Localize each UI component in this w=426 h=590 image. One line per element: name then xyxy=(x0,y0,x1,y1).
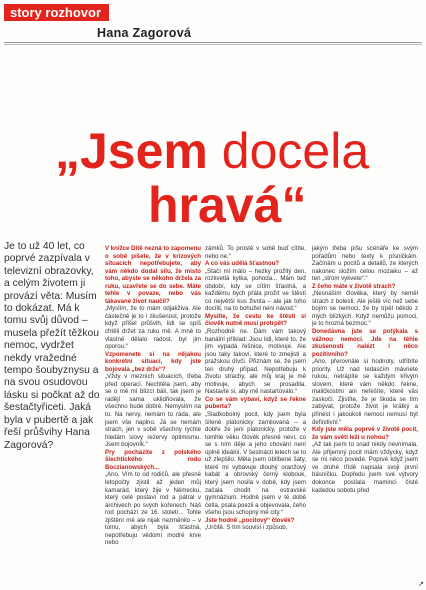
interview-answer: „Sladkobolný pocit, kdy jsem byla šílené platonicky zamilovaná – a dobře že jeni platonicky, protože v tomhle věku člověk přesně neví, co se s ním děje a jeho chování není úplně ideální. V šestnácti letech se to už zlepšilo. Měla jsem oblíbené šaty, které mi vybavuje dlouhý oranžový kabát a obrovský černý klobouk, který jsem nosila v době, kdy jsem začala chodit na ostravské gymnázium. Hodně jsem v té době četla, psala poezii a objevovala, čeho všeho jsou schopný mé city.“ xyxy=(205,411,306,517)
interview-answer: „Určitě. S tím souvisí i způsob, xyxy=(205,524,288,532)
article-column-3 xyxy=(312,245,418,494)
headline-line-1 xyxy=(55,123,370,179)
interview-answer: „Ano, přerovnále si hodnoty, utříbíte priority. Už nad ledasčím mávnete rukou, netrápíte se každým křivým slovem, které vám někdo řekne, maličkostmi ani neřešíte, které vás zaskočí. Zjistíte, že je škoda se tím zabývat, protože život je krátký a přinést i jakoukoli nemoci nemusí být definitivní.“ xyxy=(312,358,418,426)
interview-question: Donedávna jste se potýkala s vážnou nemocí. Jde na téhle zkušenosti nalézt i něco pozitivního? xyxy=(312,328,418,358)
interview-question: A co vás udělá šťastnou? xyxy=(205,260,280,268)
lead-paragraph: Je to už 40 let, co poprvé zazpívala v televizní obrazovky, a celým životem ji provází věta: Musím to dokázat. Má k tomu svůj důvod – musela přežít těžkou nemoc, vydržet nekdy vražedné tempo šoubyznysu a na svou osudovou lásku si počkat až do šestačtyřiceti. Jaká byla v pubertě a jak řeší průšvihy Hana Zagorová? xyxy=(4,241,100,451)
interview-answer: „Nesnáším člověka, který by neměl strach z bolesti. Ale ještě víc než sebe bojím se nemoci, že by trpěl někdo z mých blízkých. Když nemůžu pomoci, je to hrozná bezmoc.“ xyxy=(312,290,418,328)
author-name: Hana Zagorová xyxy=(97,26,192,40)
interview-answer: „Myslím, že to mám odjakživa. Ale částečně je to i zkušenost, protože když přišel průšvih, lidi se spíš chtěli držet za ruku mě. A mně to vlastně dělalo radost, byl jim oporou.“ xyxy=(105,305,201,351)
interview-answer: zámků. To prostě v sobě buď cítíte, nebo ne.“ xyxy=(205,245,306,260)
interview-question: Vzpomenete si na nějakou konkrétní situaci, kdy jste bojovala „bez drže“? xyxy=(105,350,201,373)
interview-answer: „Rozhodně ne. Dám vám takový banální příklad: Jsou lidi, které to, že jim vypadá řešnice, motivuje. Ale jsou taky takoví, které to zmejistí a pražskou dívčí. Přiznám se, že jsem ten druhý případ. Nepotřebuju k životu strachy, ale můj kraj je mě motivuje, abych se prosadila. Nastavte si, aby mě nastartovalo.“ xyxy=(205,328,306,396)
interview-question: Z čeho máte v životě strach? xyxy=(312,282,396,290)
header-rule xyxy=(4,42,422,43)
headline-word-docela: docela xyxy=(221,123,370,179)
interview-question: Pry pocházíte z polského šlechtického rodu Boczianowských... xyxy=(105,448,201,471)
interview-question: V knížce Dítě nezná to zapomenu o sobě píšete, že v krizových situacích nepotřebujete, aby vám někdo dodal sílu, že místo toho, abyste se někoho držela za ruku, uzavřete se do sebe. Máte tehle v povaze, nebo vás tákavané život naučil? xyxy=(105,245,201,305)
interview-answer: „Až tak jsem to snad nikdy nevnímala. Ale příjemný pocit mám vždycky, když se mi něco povede. Poprvé když jsem ve druhé třídě napsala svoji první básničku. Dopředu jsem své výtvory dokonce posílala maminci čisté kadedou sobotu před xyxy=(312,441,418,494)
interview-question: Kdy jste měla poprvé v životě pocit, že vám světí leží u nohou? xyxy=(312,426,418,441)
page-mark-icon: ↗ xyxy=(418,581,424,588)
headline-open-quote: „ xyxy=(55,123,80,179)
header-rule-secondary xyxy=(4,44,422,45)
article-column-2 xyxy=(205,245,306,532)
headline-line-2 xyxy=(148,177,307,233)
interview-question: Co se vám vybaví, když se řekne puberta? xyxy=(205,395,306,411)
interview-answer: „Stačí mi málo – hezky prožitý den, rozkvetlá kytka, pohoda... Mám teď období, kdy se cítím šťastná, a každému bych přála prožít ve štěstí co největší kus života – ale jak toho docílit, na to bohužel není návod.“ xyxy=(205,267,306,313)
headline-word-jsem: Jsem xyxy=(80,123,208,179)
interview-answer: „Vždy v mezních situacích, třeba před operací. Nechtěla jsem, aby se o mě mí blízcí báli, tak jsem je radějí sama uklidňovala, že všechno bude dobré. Nemyslím na to. Na nervy, nemám to ráda, ale jsem vše naplno. Já se nemám strach, jen v sobě všechny rychle hledám slovy rezervy optimismu. Jsem bojovník.“ xyxy=(105,373,201,449)
interview-question: Jste hodně „pocitový“ člověk? xyxy=(205,516,295,524)
interview-answer: jakým třeba píšu scénáře ke svým pořadům nebo texty k písničkám. Začínám u pocitů a detailů, ze kterých nakonec složím celou mozaiku – až ten „strom vykvete“.“ xyxy=(312,245,418,283)
headline-word-hrava: hravá xyxy=(148,177,282,233)
headline-close-quote: “ xyxy=(281,177,307,233)
article-column-1 xyxy=(105,245,201,547)
interview-question: Myslíte, že cestu ke štěstí si člověk nutně musí protrpět? xyxy=(205,312,306,328)
interview-answer: „Ano. Vím to od rodičů, ale přesné letopočty zjistil až jeden můj kamarád, který žije v Německu, který celé postaví rod a pátral v archivech po svých kořenech. Náš rod pochází ze 16. století... Tohle zjištění mě ale nijak nezměnilo – v tomu, abych byla šťastná, nepotřebuju vědomí modré krve nebo xyxy=(105,471,201,547)
section-tag: story rozhovor xyxy=(4,4,109,21)
